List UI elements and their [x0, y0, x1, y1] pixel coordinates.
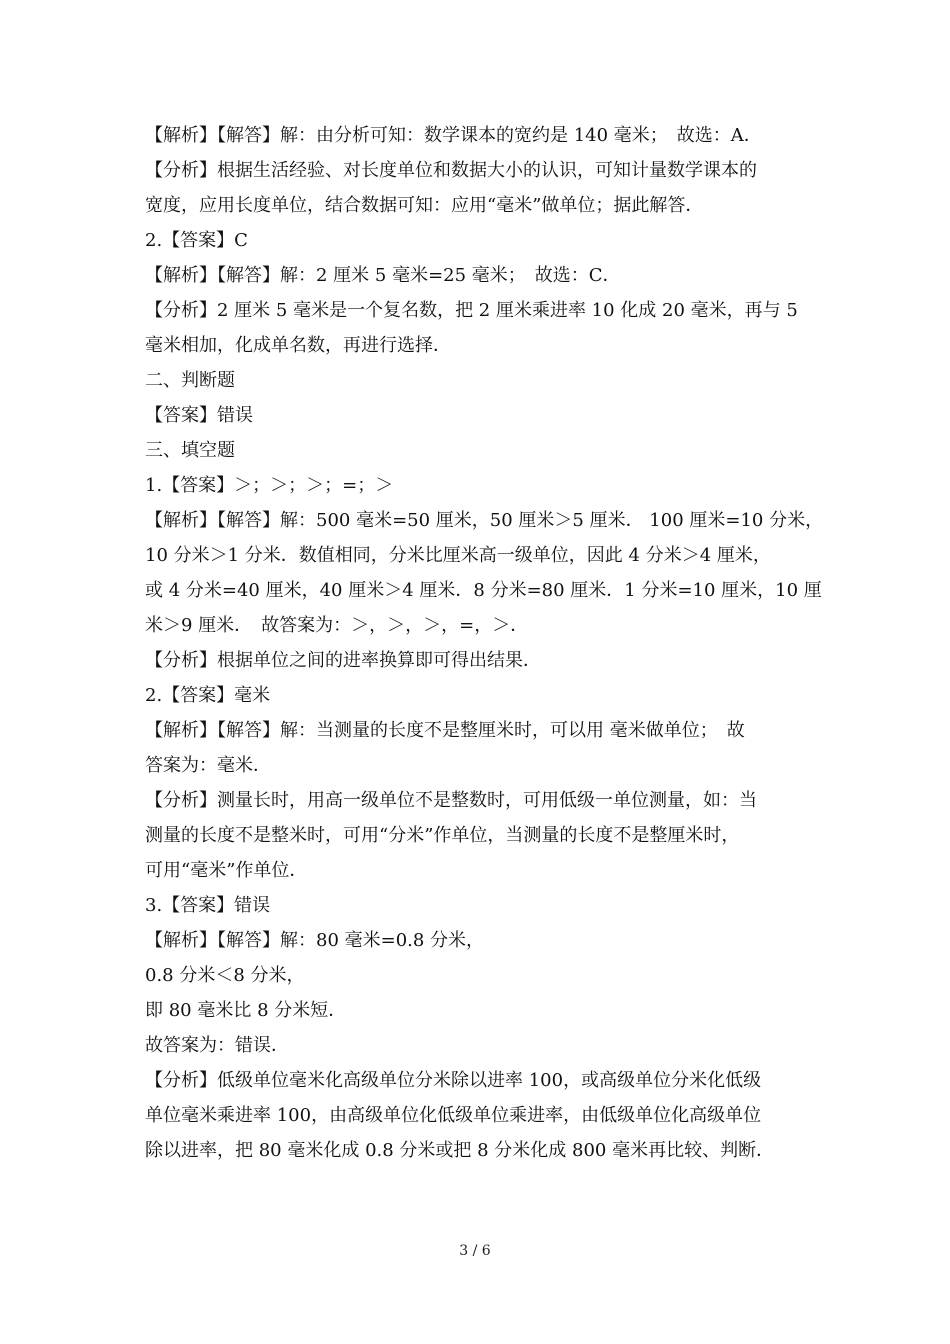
text-line: 除以进率，把 80 毫米化成 0.8 分米或把 8 分米化成 800 毫米再比较、判断． — [145, 1140, 775, 1161]
text-line: 3.【答案】错误 — [145, 895, 271, 916]
text-line: 或 4 分米=40 厘米，40 厘米＞4 厘米．8 分米=80 厘米．1 分米=10 厘米，10 厘 — [145, 580, 822, 601]
text-line: 【解析】【解答】解：当测量的长度不是整厘米时，可以用 毫米做单位； 故 — [145, 720, 745, 741]
document-body — [145, 118, 824, 1168]
text-line: 三、填空题 — [145, 440, 235, 461]
text-line: 【分析】2 厘米 5 毫米是一个复名数，把 2 厘米乘进率 10 化成 20 毫米，再与 5 — [145, 300, 798, 321]
text-line: 测量的长度不是整米时，可用“分米”作单位，当测量的长度不是整厘米时， — [145, 825, 740, 846]
text-line: 二、判断题 — [145, 370, 235, 391]
text-line: 可用“毫米”作单位． — [145, 860, 308, 881]
text-line: 2.【答案】C — [145, 230, 248, 251]
text-line: 【分析】测量长时，用高一级单位不是整数时，可用低级一单位测量，如：当 — [145, 790, 757, 811]
text-line: 【分析】根据单位之间的进率换算即可得出结果． — [145, 650, 541, 671]
text-line: 【解析】【解答】解：由分析可知：数学课本的宽约是 140 毫米； 故选：A． — [145, 125, 762, 146]
text-line: 0.8 分米＜8 分米， — [145, 965, 305, 986]
text-line: 【解析】【解答】解：80 毫米=0.8 分米， — [145, 930, 485, 951]
text-line: 即 80 毫米比 8 分米短． — [145, 1000, 347, 1021]
text-line: 【解析】【解答】解：500 毫米=50 厘米，50 厘米＞5 厘米． 100 厘米=10 分米， — [145, 510, 824, 531]
text-line: 10 分米＞1 分米．数值相同，分米比厘米高一级单位，因此 4 分米＞4 厘米， — [145, 545, 771, 566]
page-number: 3 / 6 — [459, 1243, 491, 1259]
text-line: 【解析】【解答】解：2 厘米 5 毫米=25 毫米； 故选：C． — [145, 265, 621, 286]
text-line: 2.【答案】毫米 — [145, 685, 271, 706]
text-line: 【分析】根据生活经验、对长度单位和数据大小的认识，可知计量数学课本的 — [145, 160, 757, 181]
text-line: 【分析】低级单位毫米化高级单位分米除以进率 100，或高级单位分米化低级 — [145, 1070, 762, 1091]
text-line: 故答案为：错误． — [145, 1035, 289, 1056]
text-line: 1.【答案】＞；＞；＞；=；＞ — [145, 475, 394, 496]
text-line: 【答案】错误 — [145, 405, 253, 426]
text-line: 答案为：毫米． — [145, 755, 271, 776]
text-line: 单位毫米乘进率 100，由高级单位化低级单位乘进率，由低级单位化高级单位 — [145, 1105, 762, 1126]
text-line: 毫米相加，化成单名数，再进行选择． — [145, 335, 451, 356]
text-line: 宽度，应用长度单位，结合数据可知：应用“毫米”做单位；据此解答． — [145, 195, 704, 216]
text-line: 米＞9 厘米． 故答案为：＞，＞，＞，=，＞． — [145, 615, 529, 636]
